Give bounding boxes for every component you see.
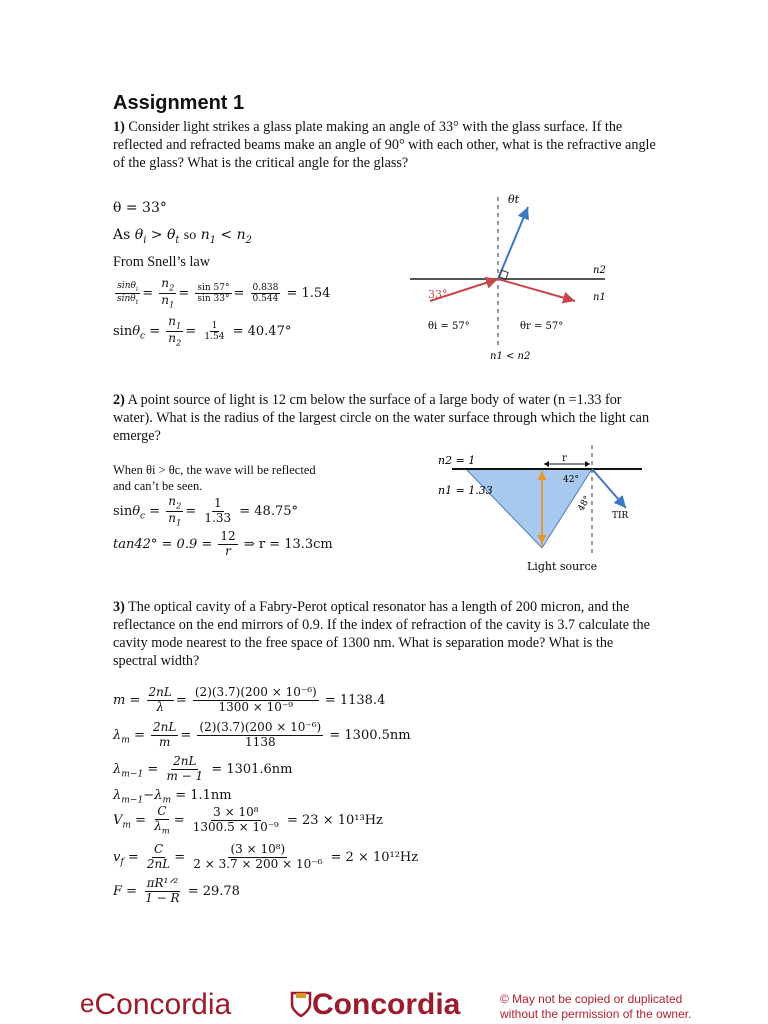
n2-eq-label: n2 = 1	[438, 454, 476, 467]
tir-ray	[592, 469, 626, 508]
sin33: sin 33°	[197, 294, 230, 305]
question-number: 3)	[113, 599, 125, 615]
question-text: The optical cavity of a Fabry-Perot optical resonator has a length of 200 micron, and the reflectance on the end mirrors of 0.9. If the index of refraction of the cavity is 3.7 calculate the cavity mode nearest to the free space of 1300 nm. What is separation mode? What is the spectral width?	[113, 599, 650, 669]
concordia-logo-left	[80, 988, 231, 1022]
question-text: Consider light strikes a glass plate making an angle of 33° with the glass surface. If the reflected and refracted beams make an angle of 90° with each other, what is the refractive angle of the glass? What is the critical angle for the glass?	[113, 119, 656, 171]
question-1	[113, 118, 658, 172]
shield-icon	[290, 990, 312, 1018]
r-label: r	[562, 453, 567, 464]
f-result: = 29.78	[187, 883, 240, 899]
lambda-m-minus-1-equation: $\lambda_{m-1}$ = $\frac{2nL}{m - 1}$ = 1301.6nm	[113, 754, 293, 783]
diff-result: = 1.1nm	[175, 788, 232, 803]
theta-r-label: θr = 57°	[520, 321, 564, 332]
as-word: As	[113, 227, 131, 243]
theta-value: θ = 33°	[113, 200, 167, 216]
angle-33-label: 33°	[428, 288, 448, 301]
vf-numerator: (3 × 10⁸)	[230, 842, 286, 856]
lm1-result: = 1301.6nm	[211, 761, 293, 777]
critical-angle-equation: sinθ$_c$ = $\frac{n_1}{n_2}$ = $\frac{1}{1.54}$ = 40.47°	[113, 314, 292, 348]
question-2	[113, 391, 658, 445]
f-denominator: 1 − R	[145, 890, 180, 905]
tan-expression: tan42° = 0.9 =	[113, 536, 213, 552]
refracted-ray	[498, 207, 528, 279]
var-r: r	[225, 543, 231, 558]
m-numerator: (2)(3.7)(200 × 10⁻⁶)	[194, 685, 317, 699]
f-numerator: πR¹ᐟ²	[146, 876, 179, 890]
copyright-line-2: without the permission of the owner.	[500, 1007, 692, 1021]
light-source-label: Light source	[527, 560, 598, 573]
val-one: 1	[213, 496, 222, 511]
question-number: 2)	[113, 392, 125, 408]
lm-denominator: 1138	[245, 734, 276, 749]
result-4047: = 40.47°	[232, 324, 292, 340]
val-twelve: 12	[220, 529, 236, 543]
n2-label: n2	[593, 265, 606, 276]
condition-line: As $\theta_i > \theta_t$ so $n_1 < n_2$	[113, 227, 252, 246]
lambda-m-equation: $\lambda_m$ = $\frac{2nL}{m}$ = $\frac{\text{(2)(3.7)(200 × 10⁻⁶)}}{1138}$ = 1300.5nm	[113, 720, 411, 749]
reflected-ray	[498, 279, 575, 301]
vf-denominator: 2 × 3.7 × 200 × 10⁻⁶	[193, 856, 323, 871]
when-line: When θi > θc, the wave will be reflected	[113, 463, 316, 477]
val-0544: 0.544	[252, 294, 279, 305]
mode-number-equation: m = $\frac{2nL}{\lambda}$ = $\frac{\text{(2)(3.7)(200 × 10⁻⁶)}}{\text{1300 × 10⁻⁹}}$ = 1138.4	[113, 685, 386, 714]
logo-text: Concordia	[94, 988, 232, 1021]
snell-label: From Snell’s law	[113, 254, 210, 270]
tan-equation	[113, 530, 333, 559]
theta-i-label: θi = 57°	[428, 321, 470, 332]
angle-48-label: 48°	[576, 494, 594, 514]
vm-equation: $V_m$ = $\frac{C}{\lambda_m}$ = $\frac{\text{3 × 10⁸}}{\text{1300.5 × 10⁻⁹}}$ = 23 × 10¹³Hz	[113, 804, 383, 836]
mode-separation-equation: $\lambda_{m-1}-\lambda_m = 1.1nm$	[113, 788, 232, 806]
q2-explanation	[113, 462, 316, 494]
so-word: so	[183, 228, 197, 243]
vf-result: = 2 × 10¹²Hz	[330, 849, 419, 865]
question-3	[113, 598, 658, 670]
finesse-equation: F = $\frac{\text{πR¹ᐟ²}}{1 - R}$ = 29.78	[113, 876, 240, 905]
n1-lt-n2-label: n1 < n2	[490, 351, 531, 362]
page-title: Assignment 1	[113, 92, 245, 114]
vm-numerator: 3 × 10⁸	[213, 805, 259, 820]
concordia-logo-right	[290, 988, 460, 1022]
refraction-diagram	[400, 185, 640, 365]
question-number: 1)	[113, 119, 125, 135]
sin57: sin 57°	[197, 282, 230, 293]
lm-result: = 1300.5nm	[329, 727, 411, 743]
copyright-line-1: © May not be copied or duplicated	[500, 992, 683, 1006]
lm-numerator: (2)(3.7)(200 × 10⁻⁶)	[199, 720, 322, 734]
result-154: = 1.54	[286, 286, 331, 302]
val-one: 1	[211, 320, 218, 331]
vm-result: = 23 × 10¹³Hz	[287, 812, 383, 828]
q2-critical-equation: sinθ$_c$ = $\frac{n_2}{n_1}$ = $\frac{1}{1.33}$ = 48.75°	[113, 494, 299, 528]
theta-t-label: θt	[508, 193, 520, 206]
vf-equation: $v_f$ = $\frac{C}{2nL}$ = $\frac{\text{(3 × 10⁸)}}{\text{2 × 3.7 × 200 × 10⁻⁶}}$ = 2 × 10¹²Hz	[113, 842, 419, 871]
m-denominator: 1300 × 10⁻⁹	[218, 699, 294, 714]
val-154: 1.54	[204, 332, 225, 343]
water-diagram	[430, 440, 670, 580]
vm-denominator: 1300.5 × 10⁻⁹	[192, 819, 279, 834]
question-text: A point source of light is 12 cm below the surface of a large body of water (n =1.33 for water). What is the radius of the largest circle on the water surface through which the light can emerge?	[113, 392, 650, 444]
e-mark-icon: e	[80, 988, 95, 1018]
n1-eq-label: n1 = 1.33	[438, 484, 493, 497]
cant-line: and can’t be seen.	[113, 479, 203, 493]
snell-equation: $\frac{\sin\theta_i}{\sin\theta_t}$ = $\frac{n_2}{n_1}$ = $\frac{\sin 57^\circ}{\sin 33^\circ}$ = $\frac{0.838}{0.544}$ = 1.54	[117, 276, 331, 310]
n1-label: n1	[593, 292, 606, 303]
tir-label: TIR	[612, 511, 629, 521]
angle-42-label: 42°	[563, 475, 579, 485]
val-0838: 0.838	[252, 282, 279, 293]
copyright-notice	[500, 992, 691, 1022]
result-r: ⇒ r = 13.3cm	[243, 536, 333, 552]
result-4875: = 48.75°	[239, 504, 299, 520]
val-133: 1.33	[204, 511, 232, 526]
logo-text: Concordia	[312, 988, 461, 1021]
m-result: = 1138.4	[324, 692, 386, 708]
